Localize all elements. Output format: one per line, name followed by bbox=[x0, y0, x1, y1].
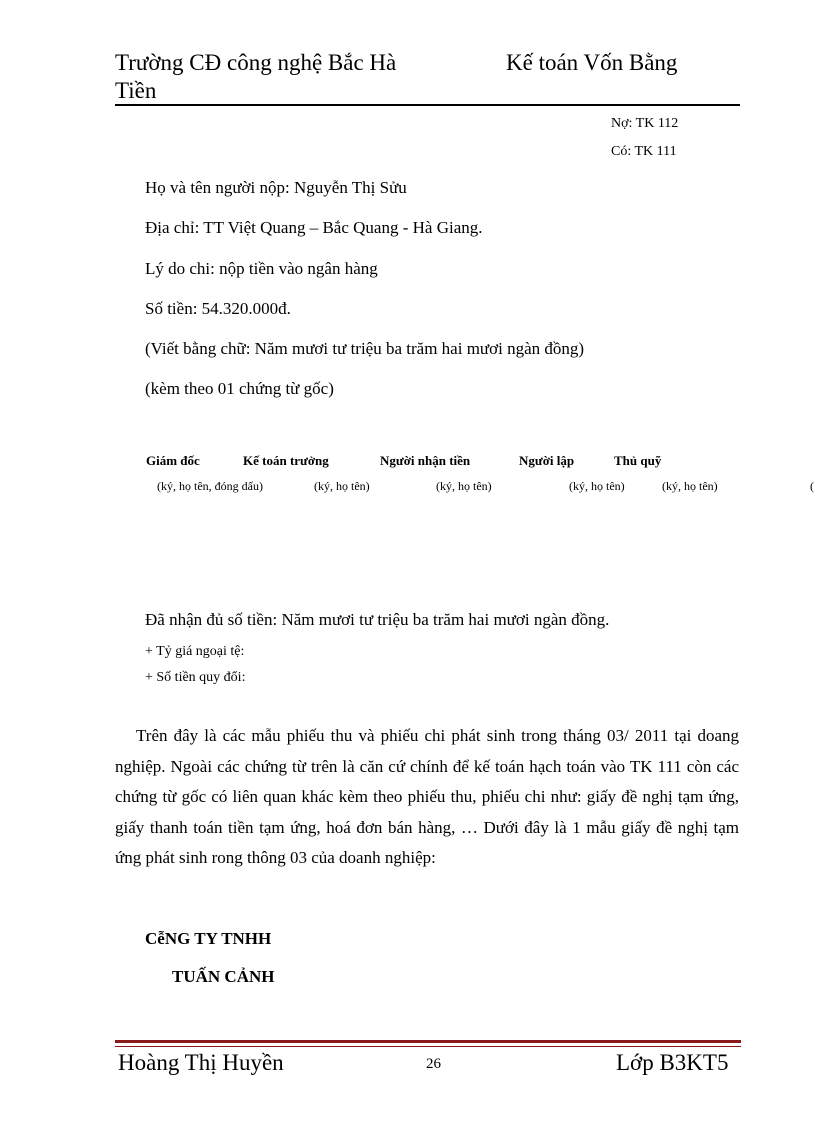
signature-title: Giám đốc bbox=[146, 453, 200, 468]
signature-note: (ký, họ tên) bbox=[662, 479, 718, 493]
signature-note: (ký, họ tên, đóng dấu) bbox=[157, 479, 263, 493]
footer-rule-thin bbox=[115, 1046, 741, 1047]
signature-note: (ký, họ tên) bbox=[569, 479, 625, 493]
signature-title: Kế toán trưởng bbox=[243, 453, 329, 468]
signature-title: Người nhận tiền bbox=[380, 453, 471, 468]
body-paragraph: Trên đây là các mẫu phiếu thu và phiếu chi phát sinh trong tháng 03/ 2011 tại doang nghiệp. Ngoài các chứng từ trên là căn cứ chính để kế toán hạch toán vào TK 111 còn các chứng từ gốc có liên quan khác kèm theo phiếu thu, phiếu chi như: giấy đề nghị tạm ứng, giấy thanh toán tiền tạm ứng, hoá đơn bán hàng, … Dưới đây là 1 mẫu giấy đề nghị tạm ứng phát sinh rong thông 03 của doanh nghiệp: bbox=[115, 726, 739, 867]
footer-author: Hoàng Thị Huyền bbox=[118, 1050, 284, 1075]
exchange-rate: + Tỷ giá ngoại tệ: bbox=[145, 644, 245, 659]
debit-account: Nợ: TK 112 bbox=[611, 116, 679, 131]
payment-reason: Lý do chi: nộp tiền vào ngân hàng bbox=[145, 259, 378, 278]
attached-docs: (kèm theo 01 chứng từ gốc) bbox=[145, 379, 334, 398]
footer-class: Lớp B3KT5 bbox=[616, 1050, 729, 1075]
converted-amount: + Số tiền quy đổi: bbox=[145, 670, 246, 685]
signature-note-cutoff: ( bbox=[810, 479, 814, 493]
page-number: 26 bbox=[426, 1056, 441, 1072]
amount-in-words: (Viết bằng chữ: Năm mươi tư triệu ba trăm hai mươi ngàn đồng) bbox=[145, 339, 585, 358]
amount: Số tiền: 54.320.000đ. bbox=[145, 299, 291, 318]
signature-title: Người lập bbox=[519, 453, 575, 468]
credit-account: Có: TK 111 bbox=[611, 144, 677, 159]
company-name: CễNG TY TNHH bbox=[145, 929, 272, 948]
signature-note: (ký, họ tên) bbox=[436, 479, 492, 493]
header-subject: Kế toán Vốn Bằng bbox=[506, 50, 678, 75]
header-school-cont: Tiền bbox=[115, 78, 157, 103]
signature-title: Thủ quỹ bbox=[614, 453, 662, 468]
received-full-amount: Đã nhận đủ số tiền: Năm mươi tư triệu ba trăm hai mươi ngàn đồng. bbox=[145, 610, 610, 629]
header-rule bbox=[115, 104, 740, 106]
header-school: Trường CĐ công nghệ Bắc Hà bbox=[115, 50, 397, 75]
payer-address: Địa chỉ: TT Việt Quang – Bắc Quang - Hà Giang. bbox=[145, 218, 483, 237]
signature-note: (ký, họ tên) bbox=[314, 479, 370, 493]
footer-rule bbox=[115, 1040, 741, 1043]
company-name-cont: TUẤN CẢNH bbox=[172, 967, 275, 986]
payer-name: Họ và tên người nộp: Nguyễn Thị Sửu bbox=[145, 178, 407, 197]
